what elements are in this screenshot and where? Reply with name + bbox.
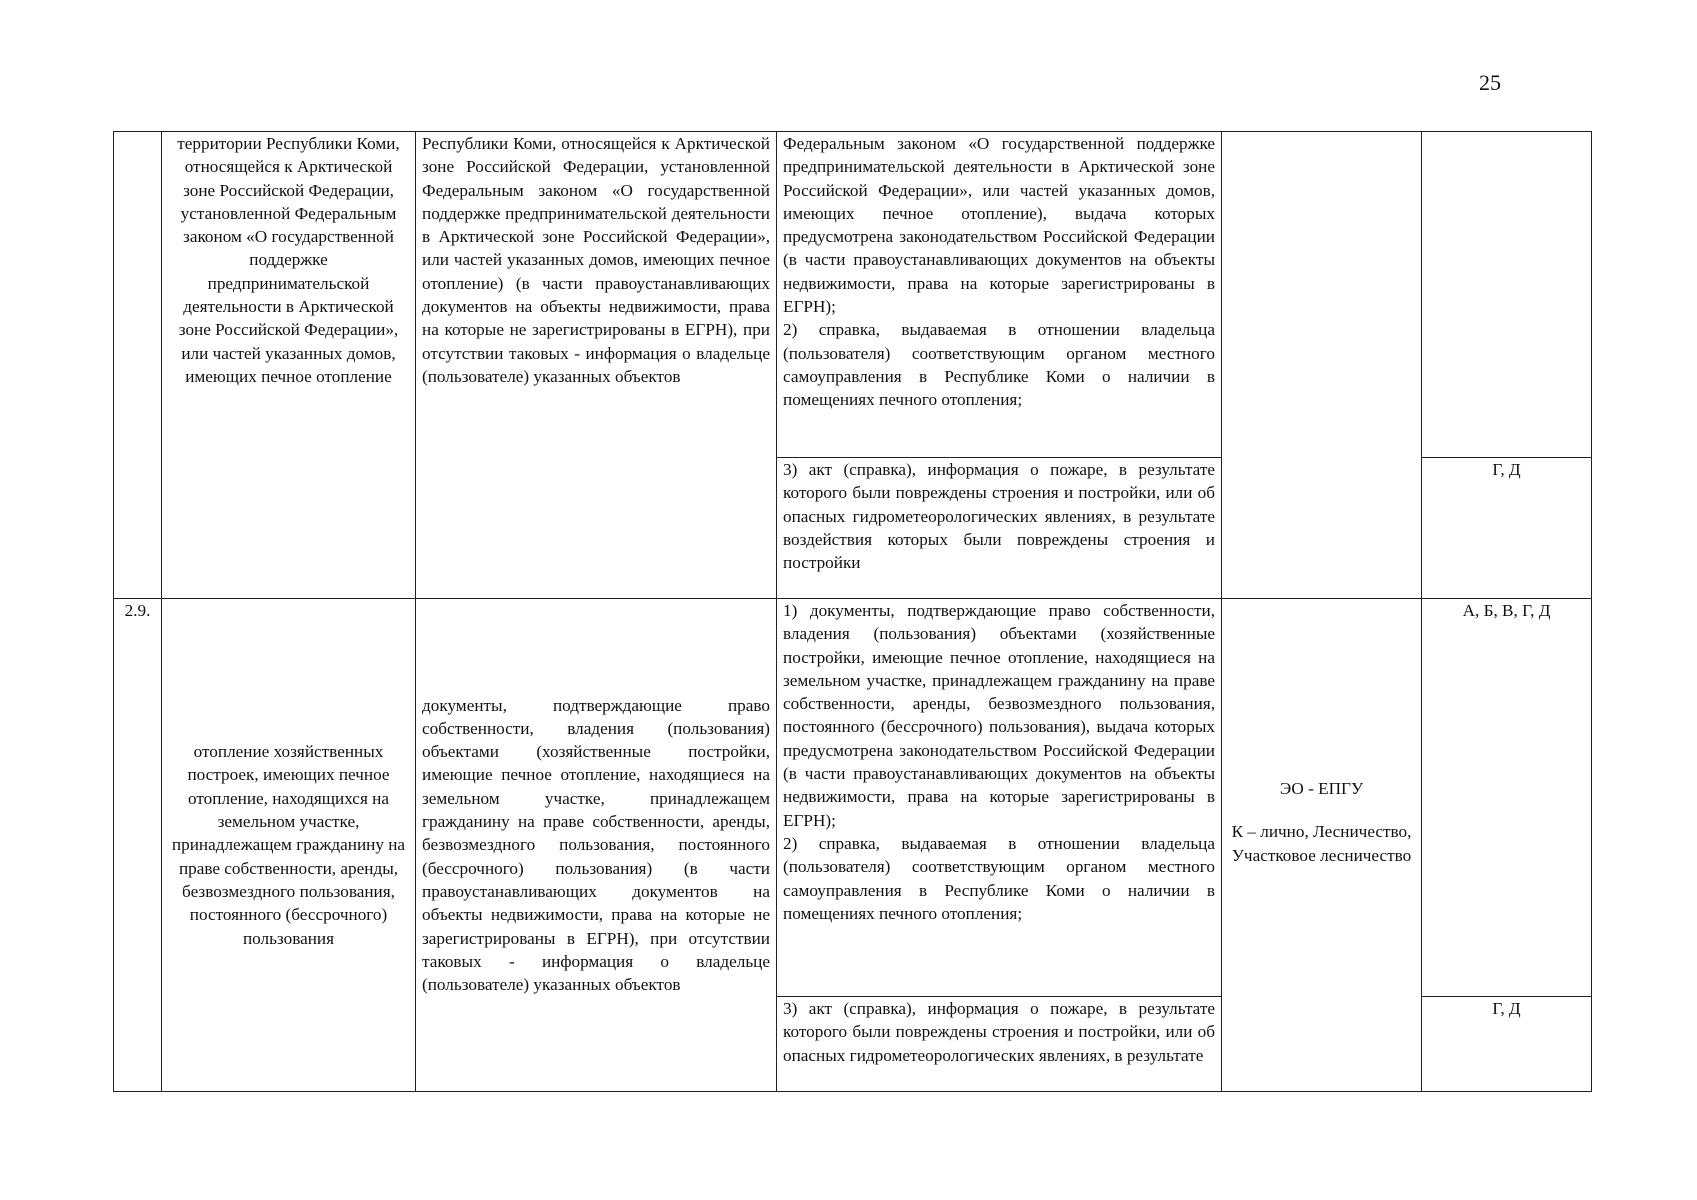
category-cell: Г, Д: [1422, 458, 1592, 599]
documents-cell: документы, подтверждающие право собственности, владения (пользования) объектами (хозяйственные постройки, имеющие печное отопление, находящиеся на земельном участке, принадлежащем гражданину на праве собственности, аренды, безвозмездного пользования, постоянного (бессрочного) пользования) (в части правоустанавливающих документов на объекты недвижимости, права на которые не зарегистрированы в ЕГРН), при отсутствии таковых - информация о владельце (пользователе) указанных объектов: [416, 599, 777, 1092]
document-list-cell: [777, 599, 1222, 997]
method-in-person: К – лично, Лесничество, Участковое лесничество: [1231, 822, 1412, 865]
row-number: [114, 132, 162, 599]
page-number: 25: [1479, 70, 1501, 95]
submission-method-cell: [1222, 132, 1422, 599]
requirements-table: [113, 131, 1592, 1092]
service-name-cell: отопление хозяйственных построек, имеющих печное отопление, находящихся на земельном участке, принадлежащем гражданину на праве собственности, аренды, безвозмездного пользования, постоянного (бессрочного) пользования: [162, 599, 416, 1092]
category-cell: Г, Д: [1422, 997, 1592, 1092]
category-cell: [1422, 132, 1592, 458]
category-cell: А, Б, В, Г, Д: [1422, 599, 1592, 997]
document-list-cell: 3) акт (справка), информация о пожаре, в результате которого были повреждены строения и постройки, или об опасных гидрометеорологических явлениях, в результате воздействия которых были повреждены строения и постройки: [777, 458, 1222, 599]
document-list-text: 1) документы, подтверждающие право собственности, владения (пользования) объектами (хозяйственные постройки, имеющие печное отопление, находящиеся на земельном участке, принадлежащем гражданину на праве собственности, аренды, безвозмездного пользования, постоянного (бессрочного) пользования), выдача которых предусмотрена законодательством Российской Федерации (в части правоустанавливающих документов на объекты недвижимости, права на которые зарегистрированы в ЕГРН); 2) справка, выдаваемая в отношении владельца (пользователя) соответствующим органом местного самоуправления в Республике Коми о наличии в помещениях печного отопления;: [783, 601, 1215, 923]
documents-cell: Республики Коми, относящейся к Арктической зоне Российской Федерации, установленной Федеральным законом «О государственной поддержке предпринимательской деятельности в Арктической зоне Российской Федерации», или частей указанных домов, имеющих печное отопление) (в части правоустанавливающих документов на объекты недвижимости, права на которые не зарегистрированы в ЕГРН), при отсутствии таковых - информация о владельце (пользователе) указанных объектов: [416, 132, 777, 599]
service-name-cell: территории Республики Коми, относящейся к Арктической зоне Российской Федерации, установленной Федеральным законом «О государственной поддержке предпринимательской деятельности в Арктической зоне Российской Федерации», или частей указанных домов, имеющих печное отопление: [162, 132, 416, 599]
table-row: [114, 132, 1592, 458]
method-electronic: ЭО - ЕПГУ: [1279, 779, 1364, 798]
submission-method-cell: [1222, 599, 1422, 1092]
table-row: [114, 599, 1592, 997]
document-list-cell: 3) акт (справка), информация о пожаре, в результате которого были повреждены строения и постройки, или об опасных гидрометеорологических явлениях, в результате: [777, 997, 1222, 1092]
document-list-cell: [777, 132, 1222, 458]
document-list-text: Федеральным законом «О государственной поддержке предпринимательской деятельности в Арктической зоне Российской Федерации», или частей указанных домов, имеющих печное отопление), выдача которых предусмотрена законодательством Российской Федерации (в части правоустанавливающих документов на объекты недвижимости, права на которые зарегистрированы в ЕГРН); 2) справка, выдаваемая в отношении владельца (пользователя) соответствующим органом местного самоуправления в Республике Коми о наличии в помещениях печного отопления;: [783, 134, 1215, 410]
row-number: 2.9.: [114, 599, 162, 1092]
